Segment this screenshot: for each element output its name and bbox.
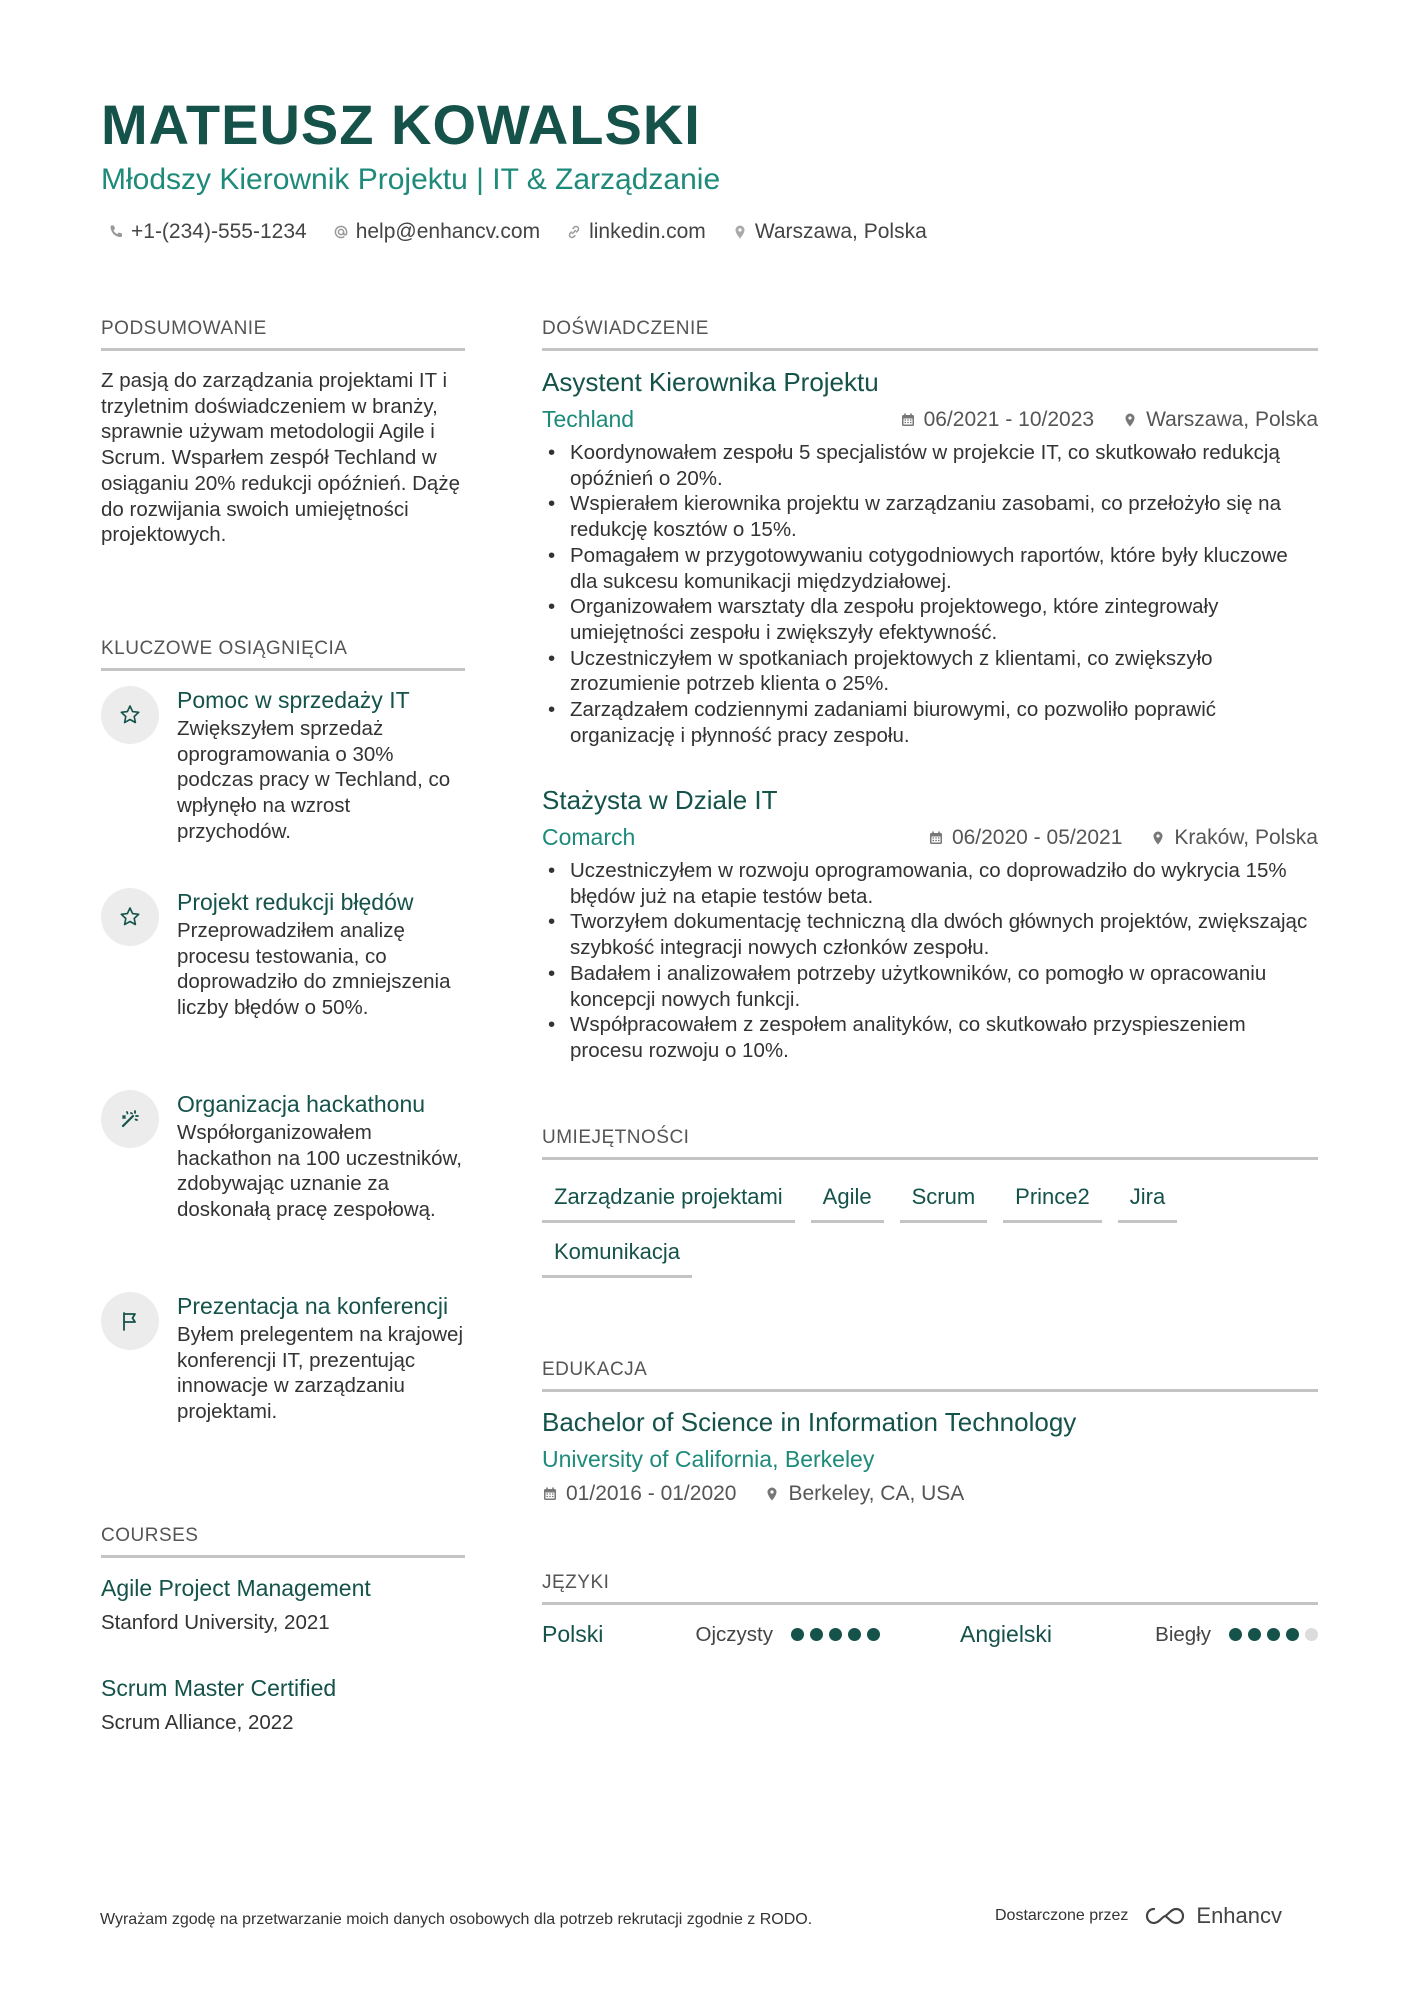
flag-icon: [118, 1309, 142, 1333]
language-level: Biegły: [1155, 1622, 1211, 1646]
contact-bar: [108, 220, 927, 244]
language-name: Angielski: [960, 1621, 1053, 1647]
achievement-item: [101, 888, 465, 1021]
gdpr-consent: Wyrażam zgodę na przetwarzanie moich danych osobowych dla potrzeb rekrutacji zgodnie z RODO.: [100, 1911, 813, 1928]
achievement-title: Organizacja hackathonu: [177, 1091, 426, 1117]
location-pin-icon: [764, 1486, 780, 1502]
achievement-title: Projekt redukcji błędów: [177, 889, 414, 915]
contact-location: [732, 220, 927, 244]
location-pin-icon: [732, 224, 748, 240]
skill-tag: Komunikacja: [542, 1235, 692, 1278]
education-meta: [542, 1482, 964, 1506]
proficiency-dot-filled: [1267, 1628, 1280, 1641]
job-meta-row: [542, 406, 1318, 433]
job-bullet: • Wspierałem kierownika projektu w zarządzaniu zasobami, co przełożyło się na redukcję kosztów o 15%.: [542, 491, 1318, 542]
achievement-item: [101, 1090, 465, 1223]
company-name: Techland: [542, 406, 635, 432]
course-title: Agile Project Management: [101, 1575, 371, 1601]
infinity-logo-icon: [1142, 1904, 1188, 1928]
footer-branding: [995, 1903, 1282, 1929]
contact-email[interactable]: [333, 220, 540, 244]
education-degree: Bachelor of Science in Information Technology: [542, 1407, 1077, 1437]
education-section-title: EDUKACJA: [542, 1359, 1318, 1392]
job-bullet: • Koordynowałem zespołu 5 specjalistów w projekcie IT, co skutkowało redukcją opóźnień o 20%.: [542, 440, 1318, 491]
proficiency-dot-filled: [791, 1628, 804, 1641]
achievement-desc: Zwiększyłem sprzedaż oprogramowania o 30% podczas pracy w Techland, co wpłynęło na wzrost przychodów.: [177, 717, 451, 843]
magic-wand-icon: [118, 1107, 142, 1131]
job-dates: [900, 408, 1094, 432]
calendar-icon: [900, 412, 916, 428]
powered-by-label: Dostarczone przez: [995, 1907, 1129, 1924]
skill-tag: Prince2: [1003, 1180, 1102, 1223]
education-dates: [542, 1482, 736, 1506]
skills-section-title: UMIEJĘTNOŚCI: [542, 1127, 1318, 1160]
languages-section-title: JĘZYKI: [542, 1572, 1318, 1605]
skill-tag: Zarządzanie projektami: [542, 1180, 795, 1223]
star-icon: [118, 905, 142, 929]
location-text: Warszawa, Polska: [754, 220, 927, 243]
proficiency-dot-filled: [829, 1628, 842, 1641]
calendar-icon: [928, 830, 944, 846]
education-location-text: Berkeley, CA, USA: [788, 1482, 965, 1505]
achievement-desc: Współorganizowałem hackathon na 100 uczestników, zdobywając uznanie za doskonałą pracę zespołową.: [177, 1121, 462, 1222]
achievement-item: [101, 686, 465, 845]
company-name: Comarch: [542, 824, 636, 850]
proficiency-dot-empty: [1305, 1628, 1318, 1641]
achievement-icon-wrap: [101, 1292, 159, 1350]
course-provider: Scrum Alliance, 2022: [101, 1711, 294, 1734]
language-item: [930, 1621, 1318, 1648]
achievement-desc: Byłem prelegentem na krajowej konferencji IT, prezentując innowacje w zarządzaniu projektami.: [177, 1323, 463, 1424]
achievement-icon-wrap: [101, 1090, 159, 1148]
job-meta-row: [542, 824, 1318, 851]
job-bullet: • Organizowałem warsztaty dla zespołu projektowego, które zintegrowały umiejętności zespołu i zwiększyły efektywność.: [542, 594, 1318, 645]
achievement-icon-wrap: [101, 686, 159, 744]
language-level: Ojczysty: [695, 1622, 773, 1646]
skill-tag: Scrum: [900, 1180, 988, 1223]
location-pin-icon: [1150, 830, 1166, 846]
skill-tag: Jira: [1118, 1180, 1177, 1223]
star-icon: [118, 703, 142, 727]
linkedin-text: linkedin.com: [589, 220, 706, 243]
proficiency-dot-filled: [1248, 1628, 1261, 1641]
language-proficiency-dots: [1229, 1628, 1318, 1641]
brand-logo[interactable]: [1142, 1903, 1282, 1929]
job-location: [1122, 408, 1318, 432]
proficiency-dot-filled: [1286, 1628, 1299, 1641]
achievement-title: Prezentacja na konferencji: [177, 1293, 449, 1319]
phone-icon: [108, 224, 124, 240]
contact-linkedin[interactable]: [566, 220, 706, 244]
achievement-title: Pomoc w sprzedaży IT: [177, 687, 410, 713]
location-pin-icon: [1122, 412, 1138, 428]
achievements-section-title: KLUCZOWE OSIĄGNIĘCIA: [101, 638, 465, 671]
proficiency-dot-filled: [867, 1628, 880, 1641]
contact-phone[interactable]: [108, 220, 307, 244]
courses-section-title: COURSES: [101, 1525, 465, 1558]
skill-tag: Agile: [811, 1180, 884, 1223]
job-bullet: • Uczestniczyłem w spotkaniach projektowych z klientami, co zwiększyło zrozumienie potrzeb klienta o 25%.: [542, 646, 1318, 697]
job-title: Stażysta w Dziale IT: [542, 785, 778, 815]
job-bullets: [542, 858, 1318, 1064]
course-provider: Stanford University, 2021: [101, 1611, 330, 1634]
job-bullet: • Tworzyłem dokumentację techniczną dla dwóch głównych projektów, zwiększając szybkość integracji nowych członków zespołu.: [542, 909, 1318, 960]
candidate-name: MATEUSZ KOWALSKI: [101, 93, 701, 156]
language-proficiency-dots: [791, 1628, 880, 1641]
summary-section-title: PODSUMOWANIE: [101, 318, 465, 351]
at-icon: [333, 224, 349, 240]
job-location-text: Warszawa, Polska: [1146, 407, 1318, 431]
calendar-icon: [542, 1486, 558, 1502]
job-bullet: • Pomagałem w przygotowywaniu cotygodniowych raportów, które były kluczowe dla sukcesu komunikacji międzydziałowej.: [542, 543, 1318, 594]
proficiency-dot-filled: [848, 1628, 861, 1641]
job-dates-text: 06/2020 - 05/2021: [951, 825, 1123, 849]
job-dates-text: 06/2021 - 10/2023: [923, 407, 1095, 431]
languages-list: [542, 1621, 1318, 1648]
job-bullets: [542, 440, 1318, 748]
phone-text: +1-(234)-555-1234: [131, 220, 307, 243]
language-name: Polski: [542, 1621, 604, 1647]
achievement-item: [101, 1292, 465, 1425]
candidate-subtitle: Młodszy Kierownik Projektu | IT & Zarządzanie: [101, 163, 721, 196]
education-location: [764, 1482, 964, 1506]
job-bullet: • Zarządzałem codziennymi zadaniami biurowymi, co pozwoliło poprawić organizację i płynność pracy zespołu.: [542, 697, 1318, 748]
job-location: [1150, 826, 1318, 850]
education-dates-text: 01/2016 - 01/2020: [566, 1482, 737, 1505]
summary-text: Z pasją do zarządzania projektami IT i trzyletnim doświadczeniem w branży, sprawnie używam metodologii Agile i Scrum. Wsparłem zespół Techland w osiąganiu 20% redukcji opóźnień. Dążę do rozwijania swoich umiejętności projektowych.: [101, 369, 460, 547]
language-item: [542, 1621, 930, 1648]
proficiency-dot-filled: [1229, 1628, 1242, 1641]
education-school: University of California, Berkeley: [542, 1446, 875, 1472]
job-dates: [928, 826, 1122, 850]
course-title: Scrum Master Certified: [101, 1675, 337, 1701]
job-bullet: • Współpracowałem z zespołem analityków, co skutkowało przyspieszeniem procesu rozwoju o 10%.: [542, 1012, 1318, 1063]
proficiency-dot-filled: [810, 1628, 823, 1641]
email-text: help@enhancv.com: [355, 220, 541, 243]
skills-list: [542, 1180, 1318, 1278]
achievement-icon-wrap: [101, 888, 159, 946]
job-bullet: • Badałem i analizowałem potrzeby użytkowników, co pomogło w opracowaniu koncepcji nowych funkcji.: [542, 961, 1318, 1012]
job-bullet: • Uczestniczyłem w rozwoju oprogramowania, co doprowadziło do wykrycia 15% błędów już na etapie testów beta.: [542, 858, 1318, 909]
link-icon: [566, 224, 582, 240]
experience-section-title: DOŚWIADCZENIE: [542, 318, 1318, 351]
job-location-text: Kraków, Polska: [1174, 825, 1318, 849]
achievement-desc: Przeprowadziłem analizę procesu testowania, co doprowadziło do zmniejszenia liczby błędów o 50%.: [177, 919, 451, 1020]
brand-name: Enhancv: [1196, 1903, 1283, 1928]
job-title: Asystent Kierownika Projektu: [542, 367, 879, 397]
